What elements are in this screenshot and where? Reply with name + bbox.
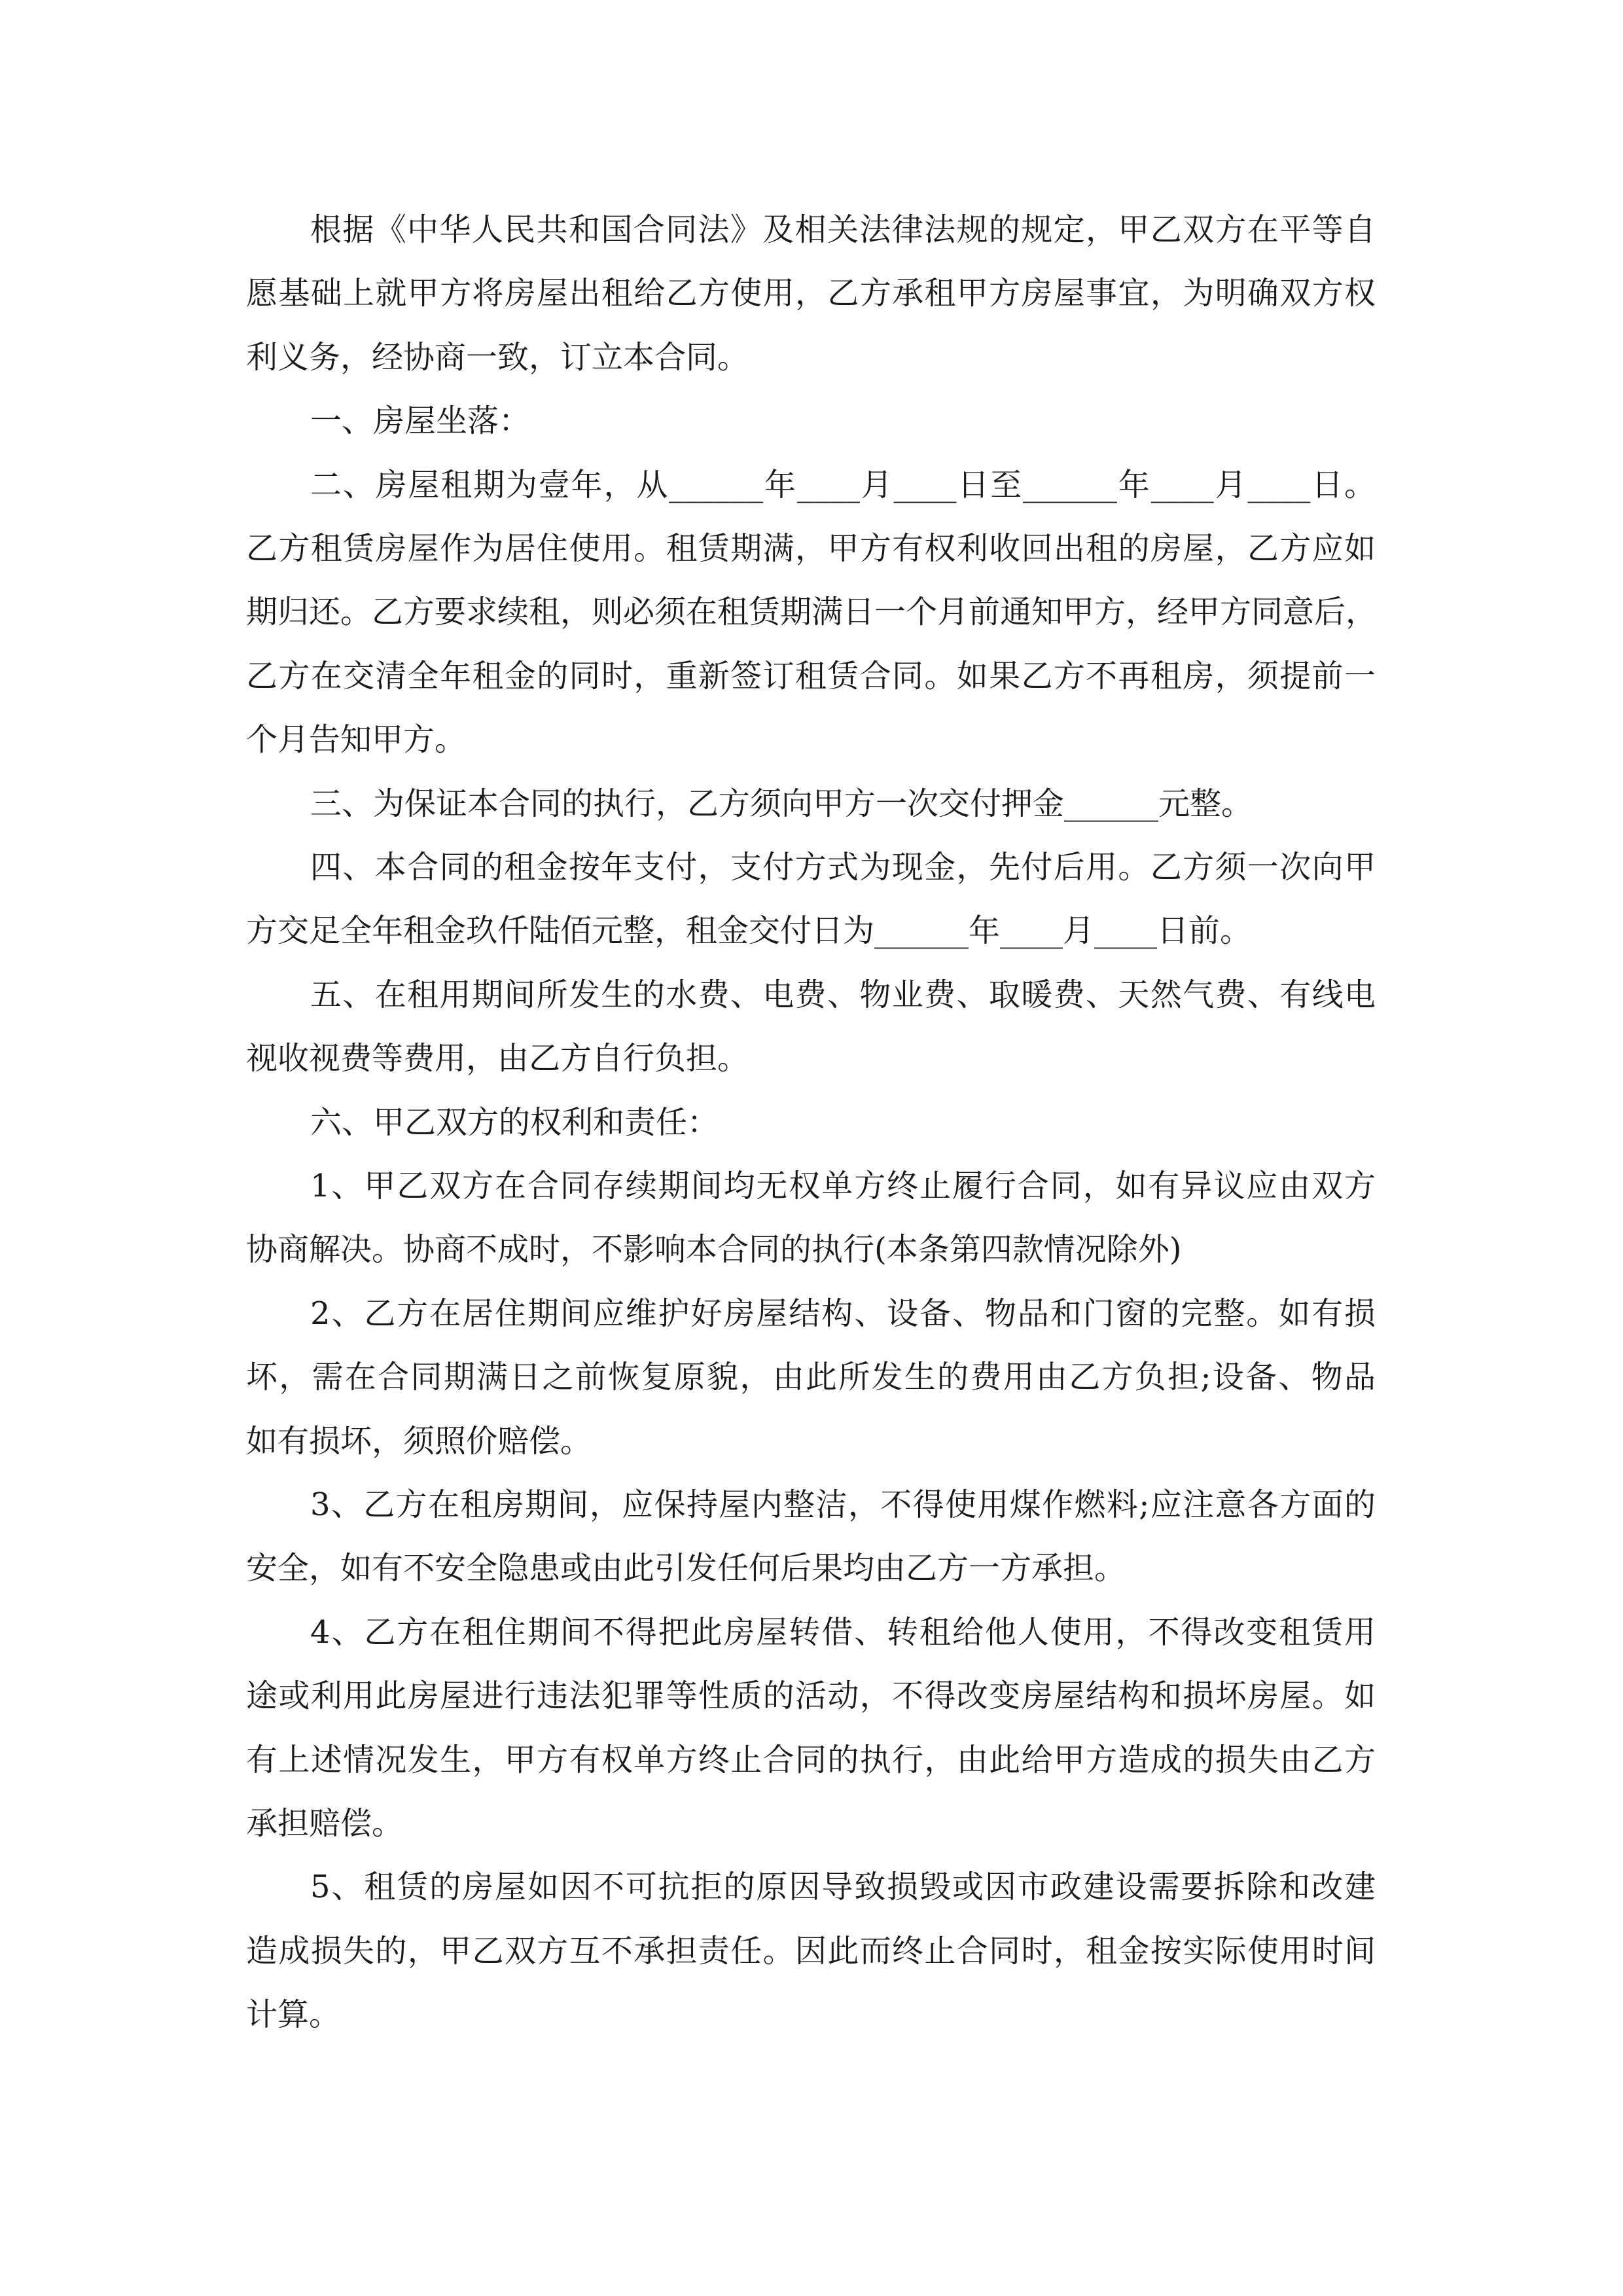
text-line: 承担赔偿。 [246, 1805, 404, 1842]
text-line: 一、房屋坐落： [310, 403, 531, 440]
text-line: 利义务，经协商一致，订立本合同。 [246, 338, 749, 376]
text-line: 二、房屋租期为壹年，从______年____月____日至______年____月____日。 [310, 466, 1376, 503]
text-line: 视收视费等费用，由乙方自行负担。 [246, 1040, 749, 1077]
text-line: 计算。 [246, 1996, 341, 2034]
text-line: 个月告知甲方。 [246, 721, 467, 759]
text-line: 有上述情况发生，甲方有权单方终止合同的执行，由此给甲方造成的损失由乙方 [246, 1741, 1376, 1778]
text-line: 四、本合同的租金按年支付，支付方式为现金，先付后用。乙方须一次向甲 [310, 849, 1376, 886]
text-line: 如有损坏，须照价赔偿。 [246, 1422, 592, 1460]
text-line: 坏，需在合同期满日之前恢复原貌，由此所发生的费用由乙方负担;设备、物品 [246, 1359, 1376, 1396]
text-line: 三、为保证本合同的执行，乙方须向甲方一次交付押金______元整。 [310, 785, 1253, 822]
text-line: 1、甲乙双方在合同存续期间均无权单方终止履行合同，如有异议应由双方 [310, 1168, 1376, 1204]
text-line: 5、租赁的房屋如因不可抗拒的原因导致损毁或因市政建设需要拆除和改建 [310, 1869, 1376, 1906]
text-line: 乙方在交清全年租金的同时，重新签订租赁合同。如果乙方不再租房，须提前一 [246, 657, 1376, 694]
text-line: 六、甲乙双方的权利和责任： [310, 1103, 719, 1141]
text-line: 根据《中华人民共和国合同法》及相关法律法规的规定，甲乙双方在平等自 [310, 211, 1376, 248]
text-line: 方交足全年租金玖仟陆佰元整，租金交付日为______年____月____日前。 [246, 912, 1252, 950]
text-line: 2、乙方在居住期间应维护好房屋结构、设备、物品和门窗的完整。如有损 [310, 1295, 1376, 1332]
text-line: 途或利用此房屋进行违法犯罪等性质的活动，不得改变房屋结构和损坏房屋。如 [246, 1677, 1376, 1715]
text-line: 期归还。乙方要求续租，则必须在租赁期满日一个月前通知甲方，经甲方同意后， [246, 594, 1378, 631]
text-line: 协商解决。协商不成时，不影响本合同的执行(本条第四款情况除外) [246, 1231, 1182, 1268]
text-line: 造成损失的，甲乙双方互不承担责任。因此而终止合同时，租金按实际使用时间 [246, 1932, 1376, 1969]
text-line: 4、乙方在租住期间不得把此房屋转借、转租给他人使用，不得改变租赁用 [310, 1613, 1376, 1651]
text-line: 愿基础上就甲方将房屋出租给乙方使用，乙方承租甲方房屋事宜，为明确双方权 [246, 275, 1376, 312]
text-line: 乙方租赁房屋作为居住使用。租赁期满，甲方有权利收回出租的房屋，乙方应如 [246, 530, 1376, 567]
text-line: 五、在租用期间所发生的水费、电费、物业费、取暖费、天然气费、有线电 [310, 976, 1376, 1013]
text-line: 安全，如有不安全隐患或由此引发任何后果均由乙方一方承担。 [246, 1550, 1126, 1587]
text-line: 3、乙方在租房期间，应保持屋内整洁，不得使用煤作燃料;应注意各方面的 [310, 1486, 1376, 1523]
